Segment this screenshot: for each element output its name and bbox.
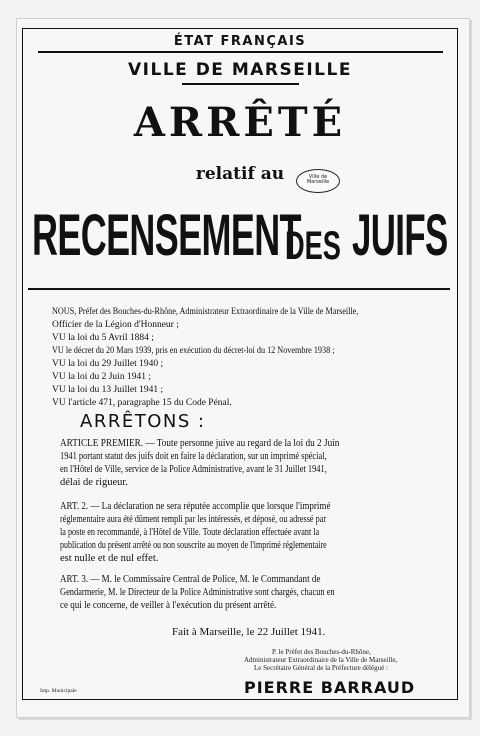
preamble-line: VU la loi du 2 Juin 1941 ; xyxy=(52,372,151,382)
subject-recensement: RECENSEMENT xyxy=(32,203,301,268)
relatif-text: relatif au xyxy=(195,164,285,184)
signature-line: Administrateur Extraordinaire de la Ville de Marseille, xyxy=(244,656,398,664)
state-heading: ÉTAT FRANÇAIS xyxy=(173,34,307,49)
printer-imprint: Imp. Municipale xyxy=(40,688,77,694)
municipal-stamp: Ville de Marseille xyxy=(296,169,340,193)
article-line: publication du présent arrêté ou non souscrite au moyen de l'imprimé réglementaire xyxy=(60,540,327,551)
signatory-name: PIERRE BARRAUD xyxy=(244,678,416,697)
preamble-line: VU la loi du 5 Avril 1884 ; xyxy=(52,333,154,343)
subject-juifs: JUIFS xyxy=(352,203,448,268)
preamble-line: NOUS, Préfet des Bouches-du-Rhône, Administrateur Extraordinaire de la Ville de Marseille, xyxy=(52,307,359,317)
arretons-heading: ARRÊTONS : xyxy=(80,411,206,432)
preamble-line: VU l'article 471, paragraphe 15 du Code Pénal. xyxy=(52,398,232,408)
header-rule xyxy=(38,51,443,53)
city-underline xyxy=(182,83,299,85)
article-line: délai de rigueur. xyxy=(60,477,128,488)
article-line: ARTICLE PREMIER. — Toute personne juive au regard de la loi du 2 Juin xyxy=(60,438,340,449)
title-rule xyxy=(28,288,450,290)
preamble-line: VU la loi du 13 Juillet 1941 ; xyxy=(52,385,164,395)
subject-des: DES xyxy=(285,224,341,268)
signature-line: Le Secrétaire Général de la Préfecture délégué : xyxy=(254,664,388,672)
article-line: la poste en recommandé, à l'Hôtel de Ville. Toute déclaration effectuée avant la xyxy=(60,527,320,538)
city-heading: VILLE DE MARSEILLE xyxy=(128,60,352,80)
article-line: Gendarmerie, M. le Directeur de la Police Administrative sont chargés, chacun en xyxy=(60,587,335,598)
preamble-line: VU le décret du 20 Mars 1939, pris en exécution du décret-loi du 12 Novembre 1938 ; xyxy=(52,346,335,356)
preamble-line: VU la loi du 29 Juillet 1940 ; xyxy=(52,359,164,369)
article-line: ce qui le concerne, de veiller à l'exécution du présent arrêté. xyxy=(60,600,277,611)
article-line: réglementaire aura été dûment rempli par les intéressés, et déposé, ou adressé par xyxy=(60,514,327,525)
article-line: en l'Hôtel de Ville, service de la Police Administrative, avant le 31 Juillet 1941, xyxy=(60,464,327,475)
arrete-title: ARRÊTÉ xyxy=(133,99,347,146)
preamble-line: Officier de la Légion d'Honneur ; xyxy=(52,320,179,330)
done-at-line: Fait à Marseille, le 22 Juillet 1941. xyxy=(172,626,326,638)
article-line: ART. 3. — M. le Commissaire Central de Police, M. le Commandant de xyxy=(60,574,321,585)
article-line: 1941 portant statut des juifs doit en faire la déclaration, sur un imprimé spécial, xyxy=(60,451,327,462)
article-line: ART. 2. — La déclaration ne sera réputée accomplie que lorsque l'imprimé xyxy=(60,501,331,512)
article-line: est nulle et de nul effet. xyxy=(60,553,159,564)
signature-line: P. le Préfet des Bouches-du-Rhône, xyxy=(272,648,371,656)
